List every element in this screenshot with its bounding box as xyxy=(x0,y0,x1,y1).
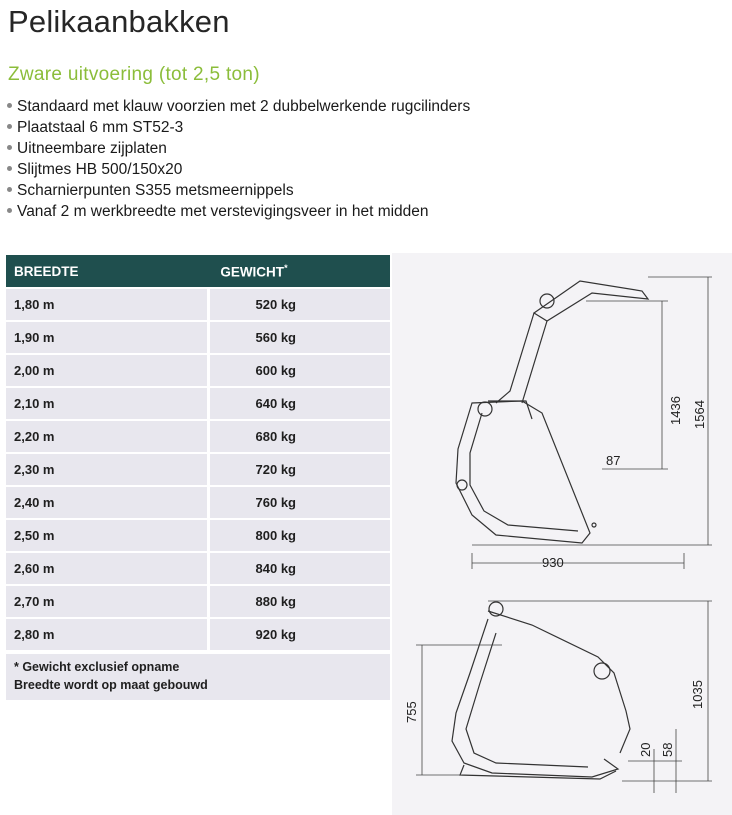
table-row: 2,10 m 640 kg xyxy=(6,388,390,419)
table-row: 1,90 m 560 kg xyxy=(6,322,390,353)
page-title: Pelikaanbakken xyxy=(8,4,230,39)
column-header-width: BREEDTE xyxy=(6,255,210,287)
bullet-icon xyxy=(7,124,12,129)
dimension-label: 1436 xyxy=(668,396,683,425)
feature-list xyxy=(6,96,470,222)
table-row: 2,20 m 680 kg xyxy=(6,421,390,452)
bucket-technical-drawing xyxy=(392,253,732,815)
dimension-label: 87 xyxy=(606,453,621,468)
feature-item: Standaard met klauw voorzien met 2 dubbelwerkende rugcilinders xyxy=(6,96,470,117)
table-row: 2,40 m 760 kg xyxy=(6,487,390,518)
hinge-icon xyxy=(592,523,596,527)
table-header-row xyxy=(6,255,390,287)
grab-arm-closed xyxy=(488,611,630,753)
pivot-pin-icon xyxy=(478,402,492,416)
table-row: 2,80 m 920 kg xyxy=(6,619,390,650)
dimension-label: 20 xyxy=(638,742,653,757)
bullet-icon xyxy=(7,208,12,213)
table-row: 1,80 m 520 kg xyxy=(6,289,390,320)
dimension-label: 1035 xyxy=(690,680,705,709)
bucket-top-view xyxy=(456,281,648,543)
feature-item: Vanaf 2 m werkbreedte met verstevigingsveer in het midden xyxy=(6,201,470,222)
table-row: 2,30 m 720 kg xyxy=(6,454,390,485)
table-row: 2,00 m 600 kg xyxy=(6,355,390,386)
page-subtitle: Zware uitvoering (tot 2,5 ton) xyxy=(8,64,260,85)
bucket-shell xyxy=(456,401,590,543)
dimension-label: 930 xyxy=(542,555,564,570)
bucket-bottom-view xyxy=(452,602,630,779)
bullet-icon xyxy=(7,103,12,108)
table-footnotes xyxy=(6,654,390,700)
dimension-label: 755 xyxy=(404,701,419,723)
pivot-pin-icon xyxy=(594,663,610,679)
grab-arm-lower xyxy=(496,313,547,403)
feature-item: Slijtmes HB 500/150x20 xyxy=(6,159,470,180)
column-header-weight: GEWICHT* xyxy=(210,255,390,287)
footnote-marker: * xyxy=(284,262,288,273)
footnote-weight: * Gewicht exclusief opname xyxy=(14,660,180,674)
bullet-icon xyxy=(7,145,12,150)
bucket-inner-edge xyxy=(470,413,578,531)
bucket-shell xyxy=(452,619,618,777)
dimension-lines-bottom xyxy=(416,601,712,793)
table-row: 2,50 m 800 kg xyxy=(6,520,390,551)
dimension-label: 1564 xyxy=(692,400,707,429)
table-row: 2,60 m 840 kg xyxy=(6,553,390,584)
bucket-inner-edge xyxy=(466,633,588,767)
feature-item: Plaatstaal 6 mm ST52-3 xyxy=(6,117,470,138)
bullet-icon xyxy=(7,187,12,192)
feature-item: Scharnierpunten S355 metsmeernippels xyxy=(6,180,470,201)
feature-item: Uitneembare zijplaten xyxy=(6,138,470,159)
dimension-label: 58 xyxy=(660,742,675,757)
spec-table xyxy=(6,253,390,652)
footnote-width: Breedte wordt op maat gebouwd xyxy=(14,678,208,692)
table-row: 2,70 m 880 kg xyxy=(6,586,390,617)
bullet-icon xyxy=(7,166,12,171)
